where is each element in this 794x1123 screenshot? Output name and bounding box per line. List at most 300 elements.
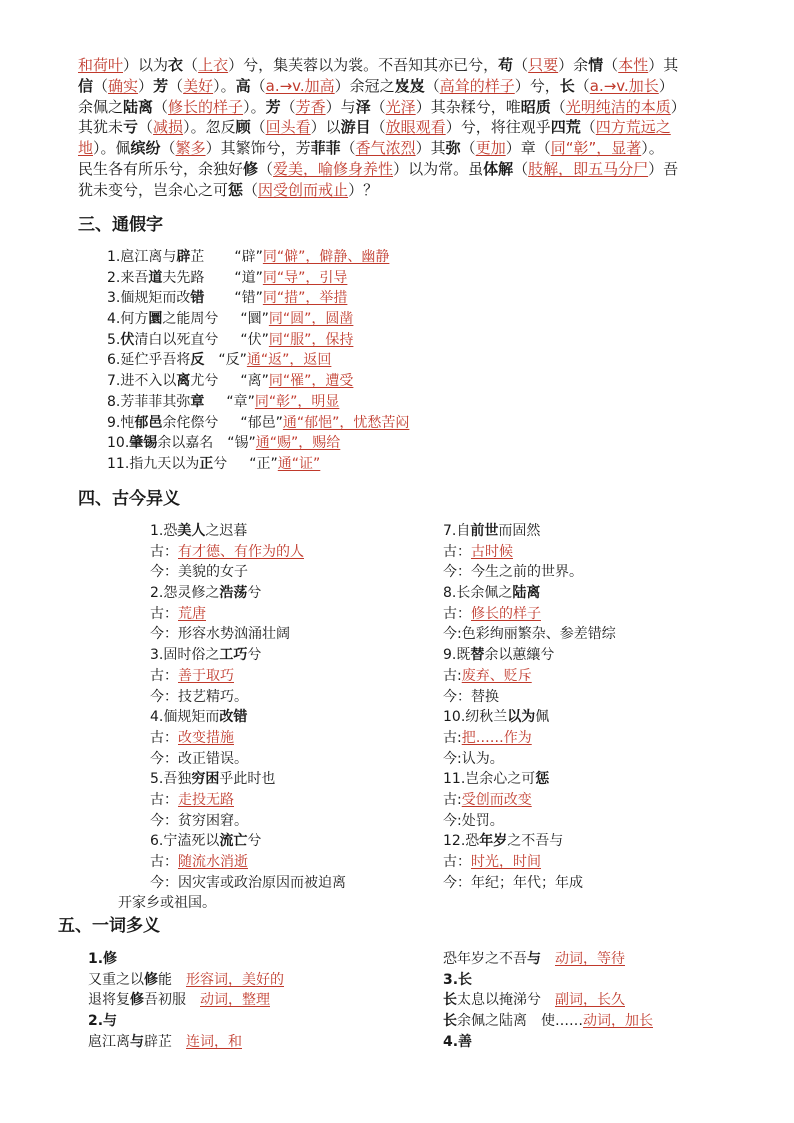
keyword: 苟: [498, 56, 514, 74]
text-run: （: [370, 97, 386, 116]
keyword: 顾: [235, 118, 251, 137]
keyword: 长: [559, 76, 575, 95]
item-number: 5.: [107, 331, 121, 348]
jin-label: 今: [150, 564, 164, 581]
text-run: 犹未变兮，岂余心之可: [78, 180, 229, 199]
entry-sentence: [443, 769, 616, 790]
target-char: “离”: [240, 373, 269, 390]
annotation: 减损: [153, 118, 184, 137]
text-run: （: [183, 56, 199, 74]
keyword: 亏: [123, 118, 139, 137]
text-run: ）吾: [648, 159, 679, 178]
sentence-text: 余佩之陆离: [457, 1013, 527, 1030]
sentence-text: 清白以死直兮: [134, 331, 219, 348]
sentence-text: 尤兮: [190, 373, 219, 390]
usage-explanation: 动词，整理: [200, 992, 270, 1009]
ancient-meaning-text: 受创而改变: [461, 791, 532, 808]
annotation: 地: [78, 139, 94, 157]
ancient-meaning-text: 随流水消逝: [178, 854, 248, 870]
target-char: “郁邑”: [240, 414, 283, 431]
separator: ：: [457, 564, 471, 581]
keyword: 以为: [507, 709, 536, 726]
text-run: ）兮，集芙蓉以为裳。不吾知其亦已兮，: [228, 56, 499, 74]
text-run: （: [258, 159, 274, 178]
item-number: 8.: [443, 585, 457, 602]
ancient-meaning-text: 废弃、贬斥: [461, 667, 532, 684]
ancient-meaning-text: 有才德、有作为的人: [178, 543, 304, 560]
gu-label: 古: [150, 667, 164, 684]
sentence-text: 怨灵修之: [163, 585, 220, 602]
item-number: 8.: [107, 393, 121, 410]
keyword: 泽: [355, 97, 371, 116]
jin-label: 今: [443, 688, 457, 705]
text-run: （: [250, 118, 266, 137]
text-run: ）与: [325, 97, 356, 116]
separator: ：: [164, 626, 178, 643]
keyword: 长: [443, 992, 457, 1009]
modern-meaning: [443, 811, 616, 832]
item-number: 12.: [443, 833, 466, 850]
sentence-text: 何方: [120, 311, 149, 328]
keyword: 信: [78, 76, 94, 95]
separator: :: [457, 750, 462, 767]
modern-meaning-text: 贫穷困窘。: [178, 812, 248, 829]
modern-meaning-text: 处罚。: [461, 812, 504, 829]
text-run: （: [138, 118, 154, 137]
gu-label: 古: [443, 543, 457, 560]
tongjiazi-item: [107, 413, 409, 434]
annotation: 更加: [475, 139, 506, 157]
text-run: （: [160, 139, 176, 157]
yiciduoyi-right-column: [443, 949, 653, 1052]
annotation: 香气浓烈: [355, 139, 416, 157]
separator: ：: [457, 605, 471, 622]
sentence-text: 恐: [163, 523, 178, 539]
item-number: 11.: [107, 455, 130, 472]
keyword: 陆离: [123, 97, 154, 116]
keyword: 替: [470, 647, 485, 664]
modern-meaning: [443, 624, 616, 645]
modern-meaning: [443, 873, 616, 894]
gu-label: 古: [443, 729, 457, 746]
tongjiazi-list: [107, 247, 409, 475]
keyword: 情: [588, 56, 604, 74]
item-number: 6.: [150, 833, 164, 850]
text-run: （: [243, 180, 259, 199]
separator: :: [457, 791, 462, 808]
text-run: ）章（: [505, 139, 551, 157]
usage-entry: [443, 990, 653, 1011]
keyword: 惩: [535, 771, 550, 788]
ancient-meaning-text: 古时候: [471, 543, 513, 560]
sentence-text: 之迟暮: [205, 523, 248, 539]
separator: :: [457, 667, 462, 684]
paragraph-line: [78, 159, 728, 180]
text-run: （: [550, 97, 566, 116]
separator: ：: [164, 874, 178, 891]
keyword: 长: [443, 1013, 457, 1030]
modern-meaning-text: 技艺精巧。: [178, 688, 248, 705]
modern-meaning: [150, 811, 346, 832]
text-run: ）以为: [123, 56, 169, 74]
keyword: 年岁: [479, 833, 508, 850]
item-number: 7.: [107, 373, 121, 390]
ancient-meaning: [150, 852, 346, 873]
annotation: 四方荒远之: [595, 118, 671, 137]
modern-meaning-continued: 开家乡或祖国。: [118, 895, 216, 912]
sentence-text: 自: [456, 523, 471, 539]
text-run: ）: [138, 76, 154, 95]
text-run: （: [250, 76, 266, 95]
separator: ：: [457, 854, 471, 870]
text-run: （: [580, 118, 596, 137]
ancient-meaning: [443, 666, 616, 687]
target-char: “辟”: [234, 249, 263, 265]
sentence-text: 能: [158, 971, 172, 988]
text-run: （: [513, 159, 529, 178]
annotation: 上衣: [198, 56, 229, 74]
modern-meaning-text: 今生之前的世界。: [471, 564, 583, 581]
text-run: （: [153, 97, 169, 116]
sentence-text: 忳: [120, 414, 135, 431]
annotation: 高耸的样子: [439, 76, 515, 95]
text-run: ）。佩: [93, 139, 131, 157]
keyword: 岌岌: [394, 76, 425, 95]
text-run: ）。: [243, 97, 266, 116]
ancient-meaning: [443, 852, 616, 873]
word-heading: 4.善: [443, 1033, 473, 1050]
item-number: 11.: [443, 771, 466, 788]
ancient-meaning-text: 荒唐: [178, 605, 206, 622]
jin-label: 今: [443, 812, 457, 829]
text-run: ）其: [648, 56, 679, 74]
annotation: 同“彰”，显著: [550, 139, 642, 157]
annotation: 光明纯洁的本质: [565, 97, 671, 116]
tongjiazi-item: [107, 330, 409, 351]
ancient-meaning-text: 改变措施: [178, 729, 234, 746]
sentence-text: 太息以掩涕兮: [457, 992, 541, 1009]
modern-meaning: [443, 749, 616, 770]
text-run: （: [424, 76, 440, 95]
ancient-meaning: [443, 790, 616, 811]
sentence-text: 夫先路: [162, 269, 205, 286]
modern-meaning: [443, 687, 616, 708]
gu-label: 古: [150, 791, 164, 808]
top-paragraph: [78, 55, 728, 200]
item-number: 9.: [443, 647, 457, 664]
sentence-text: 之能周兮: [162, 311, 219, 328]
keyword: 惩: [228, 180, 244, 199]
usage-explanation: 副词，长久: [555, 992, 625, 1009]
item-number: 1.: [150, 523, 164, 539]
jin-label: 今: [150, 750, 164, 767]
ancient-meaning-text: 善于取巧: [178, 667, 234, 684]
text-run: （: [93, 76, 109, 95]
modern-meaning: [150, 687, 346, 708]
annotation: 繁多: [175, 139, 206, 157]
usage-explanation: 动词，等待: [555, 951, 625, 967]
separator: :: [457, 812, 462, 829]
section-heading-gujinyiyi: 四、古今异义: [78, 489, 180, 509]
explanation: 同“彰”，明显: [254, 393, 340, 410]
keyword: 伏: [120, 331, 135, 348]
entry-sentence: [150, 707, 346, 728]
separator: ：: [164, 729, 178, 746]
item-number: 2.: [107, 269, 121, 286]
entry-sentence: [443, 645, 616, 666]
annotation: 修长的样子: [168, 97, 244, 116]
tongjiazi-item: [107, 247, 409, 268]
explanation: 同“罹”，遭受: [268, 373, 354, 390]
text-run: 其犹未: [78, 118, 124, 137]
keyword: 陆离: [512, 585, 541, 602]
text-run: （: [340, 139, 356, 157]
keyword: 穷困: [191, 771, 220, 788]
text-run: ）兮，将往观乎: [445, 118, 551, 137]
keyword: 圜: [148, 311, 163, 328]
keyword: 郁邑: [134, 414, 163, 431]
separator: ：: [457, 688, 471, 705]
separator: :: [457, 626, 462, 643]
keyword: 体解: [483, 159, 514, 178]
modern-meaning-text: 色彩绚丽繁杂、参差错综: [461, 626, 616, 643]
yiciduoyi-left-column: [88, 949, 284, 1052]
item-number: 10.: [107, 435, 130, 452]
keyword: 缤纷: [130, 139, 161, 157]
entry-sentence: [443, 583, 616, 604]
keyword: 美人: [177, 523, 206, 539]
ancient-meaning: [150, 728, 346, 749]
target-char: “圜”: [240, 311, 269, 328]
sentence-text: 岂余心之可: [465, 771, 536, 788]
modern-meaning-text: 认为。: [461, 750, 504, 767]
target-char: “伏”: [240, 331, 269, 348]
section-heading-yiciduoyi: 五、一词多义: [58, 916, 160, 936]
separator: ：: [457, 543, 471, 560]
keyword: 肇锡: [129, 435, 158, 452]
sentence-text: 扈江离与: [120, 249, 177, 265]
sentence-text: 恐: [465, 833, 480, 850]
gujinyiyi-left-column: [118, 521, 346, 914]
keyword: 前世: [470, 523, 499, 539]
ancient-meaning: [443, 542, 616, 563]
item-number: 9.: [107, 414, 121, 431]
ancient-meaning-text: 修长的样子: [471, 605, 541, 622]
gu-label: 古: [443, 667, 457, 684]
explanation: 通“返”，返回: [246, 352, 332, 369]
sentence-text: 退将复: [88, 992, 130, 1009]
text-run: （: [370, 118, 386, 137]
text-run: ）？: [348, 180, 379, 199]
jin-label: 今: [443, 626, 457, 643]
usage-entry: [443, 1011, 653, 1032]
gujinyiyi-right-column: [443, 521, 616, 893]
sentence-text: 吾独: [163, 771, 192, 788]
paragraph-line: [78, 97, 728, 118]
ancient-meaning: [443, 604, 616, 625]
ancient-meaning-text: 走投无路: [178, 791, 234, 808]
jin-label: 今: [443, 874, 457, 891]
modern-meaning-text: 美貌的女子: [178, 564, 248, 581]
sentence-text: 余侘傺兮: [162, 414, 219, 431]
keyword: 工巧: [219, 647, 248, 664]
keyword: 浩荡: [219, 585, 248, 602]
text-run: ）。忽反: [183, 118, 236, 137]
entry-sentence: [150, 831, 346, 852]
keyword: 道: [148, 269, 163, 286]
keyword: 与: [527, 951, 541, 967]
explanation: 同“僻”，僻静、幽静: [262, 249, 390, 265]
sentence-text: 恐年岁之不吾: [443, 951, 527, 967]
word-heading: 2.与: [88, 1013, 118, 1030]
target-char: “章”: [226, 393, 255, 410]
annotation: 和荷叶: [78, 56, 124, 74]
item-number: 4.: [150, 709, 164, 726]
text-run: （: [513, 56, 529, 74]
jin-label: 今: [150, 626, 164, 643]
keyword: 昭质: [520, 97, 551, 116]
tongjiazi-item: [107, 309, 409, 330]
usage-explanation: 连词，和: [186, 1033, 242, 1050]
keyword: 弥: [445, 139, 461, 157]
text-run: （: [280, 97, 296, 116]
text-run: ）其繁饰兮，芳: [205, 139, 311, 157]
text-run: ）。: [641, 139, 664, 157]
keyword: 流亡: [219, 833, 248, 850]
usage-entry: [88, 970, 284, 991]
modern-meaning-text: 因灾害或政治原因而被迫离: [178, 874, 346, 891]
explanation: 通“证”: [277, 455, 321, 472]
gu-label: 古: [150, 605, 164, 622]
separator: ：: [164, 564, 178, 581]
gu-label: 古: [443, 854, 457, 870]
sentence-text: 宁溘死以: [163, 833, 220, 850]
item-number: 6.: [107, 352, 121, 369]
modern-meaning: [150, 873, 346, 894]
separator: ：: [164, 605, 178, 622]
text-run: 余佩之: [78, 97, 124, 116]
usage-entry: [443, 949, 653, 970]
annotation: a.→v.加长: [589, 76, 659, 95]
item-number: 3.: [150, 647, 164, 664]
annotation: 放眼观看: [385, 118, 446, 137]
jin-label: 今: [150, 688, 164, 705]
keyword: 修: [243, 159, 259, 178]
entry-sentence: [150, 769, 346, 790]
sentence-text: 乎此时也: [219, 771, 276, 788]
explanation: 同“导”，引导: [262, 269, 348, 286]
keyword: 高: [235, 76, 251, 95]
ancient-meaning: [150, 604, 346, 625]
annotation: 回头看: [265, 118, 311, 137]
explanation: 同“圆”，圆凿: [268, 311, 354, 328]
keyword: 四荒: [550, 118, 581, 137]
text-run: ）其: [415, 139, 446, 157]
gu-label: 古: [150, 729, 164, 746]
target-char: “正”: [249, 455, 278, 472]
usage-explanation: 动词，加长: [583, 1013, 653, 1030]
annotation: 美好: [183, 76, 214, 95]
explanation: 同“措”，举措: [262, 290, 348, 307]
keyword: 章: [190, 393, 205, 410]
sentence-text: 既: [456, 647, 471, 664]
ancient-meaning-text: 时光，时间: [471, 854, 541, 870]
usage-entry: [88, 1032, 284, 1053]
jin-label: 今: [150, 874, 164, 891]
usage-explanation: 形容词，美好的: [186, 971, 284, 988]
keyword: 芳: [153, 76, 169, 95]
keyword: 修: [144, 971, 158, 988]
gu-label: 古: [443, 791, 457, 808]
sentence-text: 兮: [213, 455, 228, 472]
keyword: 离: [176, 373, 191, 390]
keyword: 正: [199, 455, 214, 472]
text-run: ）余冠之: [334, 76, 395, 95]
annotation: 爱美，喻修身养性: [273, 159, 394, 178]
annotation: 只要: [528, 56, 559, 74]
item-number: 2.: [150, 585, 164, 602]
separator: ：: [164, 688, 178, 705]
entry-sentence: [150, 645, 346, 666]
jin-label: 今: [150, 812, 164, 829]
explanation: 通“赐”，赐给: [255, 435, 341, 452]
keyword: 修: [130, 992, 144, 1009]
text-run: （: [574, 76, 590, 95]
paragraph-line: [78, 55, 728, 76]
modern-meaning-text: 改正错误。: [178, 750, 248, 767]
sentence-text: 纫秋兰: [465, 709, 508, 726]
sentence-text: 辟芷: [144, 1033, 172, 1050]
keyword: 反: [190, 352, 205, 369]
entry-sentence: [443, 831, 616, 852]
item-number: 3.: [107, 290, 121, 307]
annotation: 确实: [108, 76, 139, 95]
keyword: 芳: [265, 97, 281, 116]
ancient-meaning: [150, 666, 346, 687]
sentence-text: 长余佩之: [456, 585, 513, 602]
modern-meaning-text: 形容水势汹涌壮阔: [178, 626, 290, 643]
word-heading: 3.长: [443, 971, 473, 988]
sentence-text: 芳菲菲其弥: [120, 393, 191, 410]
sentence-text: 来吾: [120, 269, 149, 286]
text-run: ）。: [213, 76, 236, 95]
tongjiazi-item: [107, 371, 409, 392]
sentence-text: 兮: [247, 833, 262, 850]
keyword: 改错: [219, 709, 248, 726]
modern-meaning: [150, 562, 346, 583]
modern-meaning-text: 年纪；年代；年成: [471, 874, 583, 891]
ancient-meaning: [150, 542, 346, 563]
text-run: （: [168, 76, 184, 95]
sentence-text: 芷: [190, 249, 205, 265]
target-char: “错”: [234, 290, 263, 307]
paragraph-line: [78, 117, 728, 138]
sentence-text: 兮: [247, 647, 262, 664]
tongjiazi-item: [107, 454, 409, 475]
separator: ：: [457, 874, 471, 891]
tongjiazi-item: [107, 268, 409, 289]
ancient-meaning-text: 把……作为: [461, 729, 532, 746]
target-char: “锡”: [227, 435, 256, 452]
item-number: 4.: [107, 311, 121, 328]
modern-meaning: [443, 562, 616, 583]
sentence-text: 指九天以为: [129, 455, 200, 472]
keyword: 游目: [340, 118, 371, 137]
explanation: 通“郁悒”，忧愁苦闷: [282, 414, 410, 431]
entry-sentence: [150, 583, 346, 604]
item-number: 7.: [443, 523, 457, 539]
text-run: ）兮，: [514, 76, 560, 95]
